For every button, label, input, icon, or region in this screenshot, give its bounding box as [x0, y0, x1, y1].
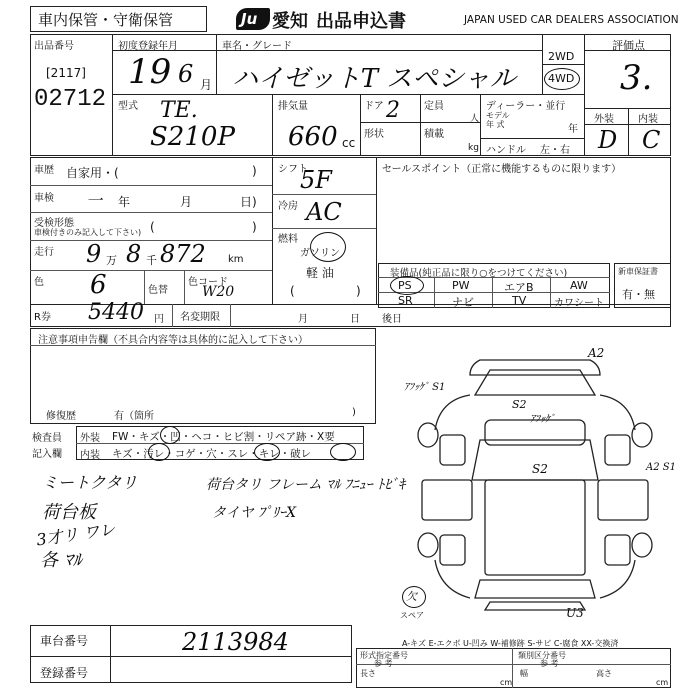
load-unit: kg [468, 143, 479, 153]
reception-note: 車検付きのみ記入して下さい) [34, 228, 142, 237]
mark-circle-4 [330, 443, 356, 461]
diagram-mark-a2-top: A2 [588, 346, 605, 360]
recycle-label: R券 [34, 312, 51, 323]
color-label: 色 [34, 277, 44, 288]
fuel-open: ( [290, 284, 295, 298]
inspection-label: 車検 [34, 193, 54, 204]
lot-bracket: [2117] [46, 66, 86, 80]
spec-height-unit: cm [656, 678, 669, 687]
inspector-row2-head: 内装 [80, 450, 100, 461]
displacement-unit: cc [342, 136, 356, 150]
mileage-unit: km [228, 254, 244, 265]
inspector-row1-head: 外装 [80, 433, 100, 444]
notes-label: 注意事項申告欄（不具合内容等は具体的に記入して下さい） [38, 335, 308, 346]
history-value: 自家用・( [66, 166, 119, 180]
note-center-2: タイヤ ﾌﾟﾘｰX [212, 505, 297, 521]
chassis-label: 車台番号 [40, 634, 89, 648]
spare-mark: 欠 [406, 590, 417, 603]
reception-open: ( [150, 220, 155, 234]
fuel-gasoline-circle [310, 232, 346, 262]
reception-label: 受検形態 [34, 218, 74, 229]
color-code-label: 色コード [188, 277, 228, 288]
spec-height: 高さ [596, 669, 612, 678]
name-change-label: 名変期限 [180, 312, 220, 323]
doors-value: 2 [386, 98, 400, 123]
reception-close: ) [252, 220, 257, 234]
diagram-mark-a2-right: A2 S1 [646, 462, 676, 473]
aircon-label: 冷房 [278, 201, 298, 212]
dealer-label: ディーラー・並行 [486, 101, 566, 112]
equip-sr: SR [398, 294, 413, 307]
association-name: JAPAN USED CAR DEALERS ASSOCIATION [464, 14, 679, 26]
note-left-1: ミートクタリ [42, 473, 138, 492]
doors-label: ドア [364, 101, 384, 112]
repair-label: 修復歴 [46, 411, 76, 422]
equip-aw: AW [570, 279, 588, 292]
capacity-unit: 人 [470, 114, 480, 124]
equip-leather: カワシート [554, 298, 604, 309]
org-name: 愛知 [272, 11, 308, 32]
warranty-label: 新車保証書 [618, 267, 658, 276]
interior-label: 内装 [638, 114, 658, 125]
diagram-mark-s1-left: ｱﾌｯｹﾞ S1 [404, 382, 446, 393]
chassis-value: 2113984 [182, 628, 289, 656]
equip-navi: ナビ [452, 296, 474, 309]
fuel-gasoline: ガソリン [300, 248, 340, 259]
diagram-mark-s2-top: S2 [512, 398, 527, 411]
first-reg-label: 初度登録年月 [118, 41, 178, 52]
drive-4wd: 4WD [548, 72, 575, 85]
equip-airbag: エアB [504, 281, 534, 294]
history-close: ) [252, 164, 257, 178]
spec-length-unit: cm [500, 678, 513, 687]
inspection-year-unit: 年 [118, 195, 131, 209]
warranty-value: 有・無 [622, 288, 655, 301]
mileage-sen-unit: 千 [146, 254, 157, 267]
mileage-rest: 872 [160, 240, 206, 268]
logo-mark: Ju [241, 10, 258, 28]
rating-label: 評価点 [612, 39, 645, 52]
equip-ps-circle [390, 276, 424, 295]
car-name-label: 車名・グレード [222, 41, 292, 52]
history-label: 車歴 [34, 165, 54, 176]
inspector-row1: FW・キズ・凹・ヘコ・ヒビ割・リペア跡・X要 [112, 431, 335, 443]
storage-tag-text: 車内保管・守衛保管 [38, 11, 174, 29]
mark-circle-2 [148, 443, 170, 461]
note-left-2: 荷台板 [42, 502, 96, 523]
drive-4wd-circle [544, 68, 580, 90]
mark-circle-3 [254, 443, 280, 461]
capacity-label: 定員 [424, 101, 444, 112]
inspector-label1: 検査員 [32, 433, 62, 444]
model-line1: TE. [160, 98, 198, 123]
mileage-man-unit: 万 [106, 254, 117, 267]
first-reg-month-unit: 月 [200, 78, 213, 92]
spec-model-ref: 参 考 [374, 659, 393, 668]
equip-ps: PS [398, 279, 412, 292]
inspector-row2: キズ・汚レ・コゲ・穴・スレ・キレ・破レ [112, 448, 312, 460]
model-label: 型式 [118, 101, 138, 112]
equip-tv: TV [512, 294, 527, 307]
load-label: 積載 [424, 129, 444, 140]
shift-label: シフト [278, 164, 308, 175]
color-code-value: W20 [202, 284, 235, 300]
fuel-label: 燃料 [278, 234, 298, 245]
model-line2: S210P [150, 122, 235, 152]
inspection-year: 一 [86, 191, 103, 210]
spec-category-label: 類別区分番号 [518, 651, 566, 660]
exterior-value: D [598, 126, 618, 154]
equipment-label: 装備品(純正品に限り○をつけてください) [390, 268, 568, 279]
color-change-label: 色替 [148, 285, 168, 296]
handle-label: ハンドル [486, 145, 526, 156]
shape-label: 形状 [364, 129, 384, 140]
color-value: 6 [90, 270, 107, 300]
first-reg-month: 6 [178, 60, 194, 88]
repair-value: 有（箇所 [114, 411, 154, 422]
repair-close: ) [352, 407, 356, 418]
equip-pw: PW [452, 279, 470, 292]
recycle-value: 5440 [88, 300, 144, 325]
drive-2wd: 2WD [548, 50, 575, 63]
diagram-mark-s2-center: S2 [532, 462, 548, 476]
car-name-value: ハイゼットT スペシャル [232, 64, 516, 94]
spec-category-ref: 参 考 [540, 659, 559, 668]
name-change-day: 日 [350, 314, 360, 325]
handle-value: 左・右 [540, 145, 570, 156]
diagram-mark-u3: U3 [566, 606, 584, 620]
dealer-year-unit: 年 [568, 124, 578, 135]
sales-point-label: セールスポイント（正常に機能するものに限ります） [382, 164, 622, 175]
spare-label: スペア [400, 611, 424, 620]
lot-number: 02712 [34, 86, 107, 113]
spec-model-label: 形式指定番号 [360, 651, 408, 660]
mileage-sen: 8 [126, 240, 142, 268]
displacement-value: 660 [288, 122, 338, 152]
form-title: 出品申込書 [316, 11, 406, 32]
shift-value: 5F [300, 166, 332, 194]
first-reg-year: 19 [128, 52, 172, 92]
inspection-month-unit: 月 [180, 195, 193, 209]
spec-width: 幅 [520, 669, 528, 678]
aircon-value: AC [306, 198, 342, 226]
registration-label: 登録番号 [40, 666, 89, 680]
interior-value: C [642, 126, 661, 154]
displacement-label: 排気量 [278, 101, 308, 112]
damage-legend: A-キズ E-エクボ U-凹み W-補修跡 S-サビ C-腐食 XX-交換済 [402, 639, 619, 648]
after-label: 後日 [382, 314, 402, 325]
rating-value: 3. [620, 58, 653, 98]
note-left-4: 各 ﾏﾙ [40, 550, 82, 571]
inspector-label2: 記入欄 [32, 449, 62, 460]
model-year-label: モデル 年 式 [486, 111, 510, 129]
fuel-diesel: 軽 油 [306, 266, 334, 280]
spec-length: 長さ [360, 669, 376, 678]
mileage-man: 9 [86, 240, 102, 268]
note-center-1: 荷台タリ フレーム ﾏﾙ ﾌﾆｭｰ ﾄﾋﾞｷ [206, 477, 406, 493]
note-left-3: 3才リ ワレ [35, 519, 117, 550]
exterior-label: 外装 [594, 114, 614, 125]
inspection-day-unit: 日) [240, 195, 257, 209]
mileage-label: 走行 [34, 247, 54, 258]
name-change-month: 月 [298, 314, 308, 325]
diagram-mark-airbag: ｱﾌｯｹﾞ [530, 414, 555, 425]
lot-label: 出品番号 [34, 41, 74, 52]
mark-circle-1 [160, 426, 180, 444]
recycle-unit: 円 [154, 314, 164, 325]
fuel-close: ) [356, 284, 361, 298]
